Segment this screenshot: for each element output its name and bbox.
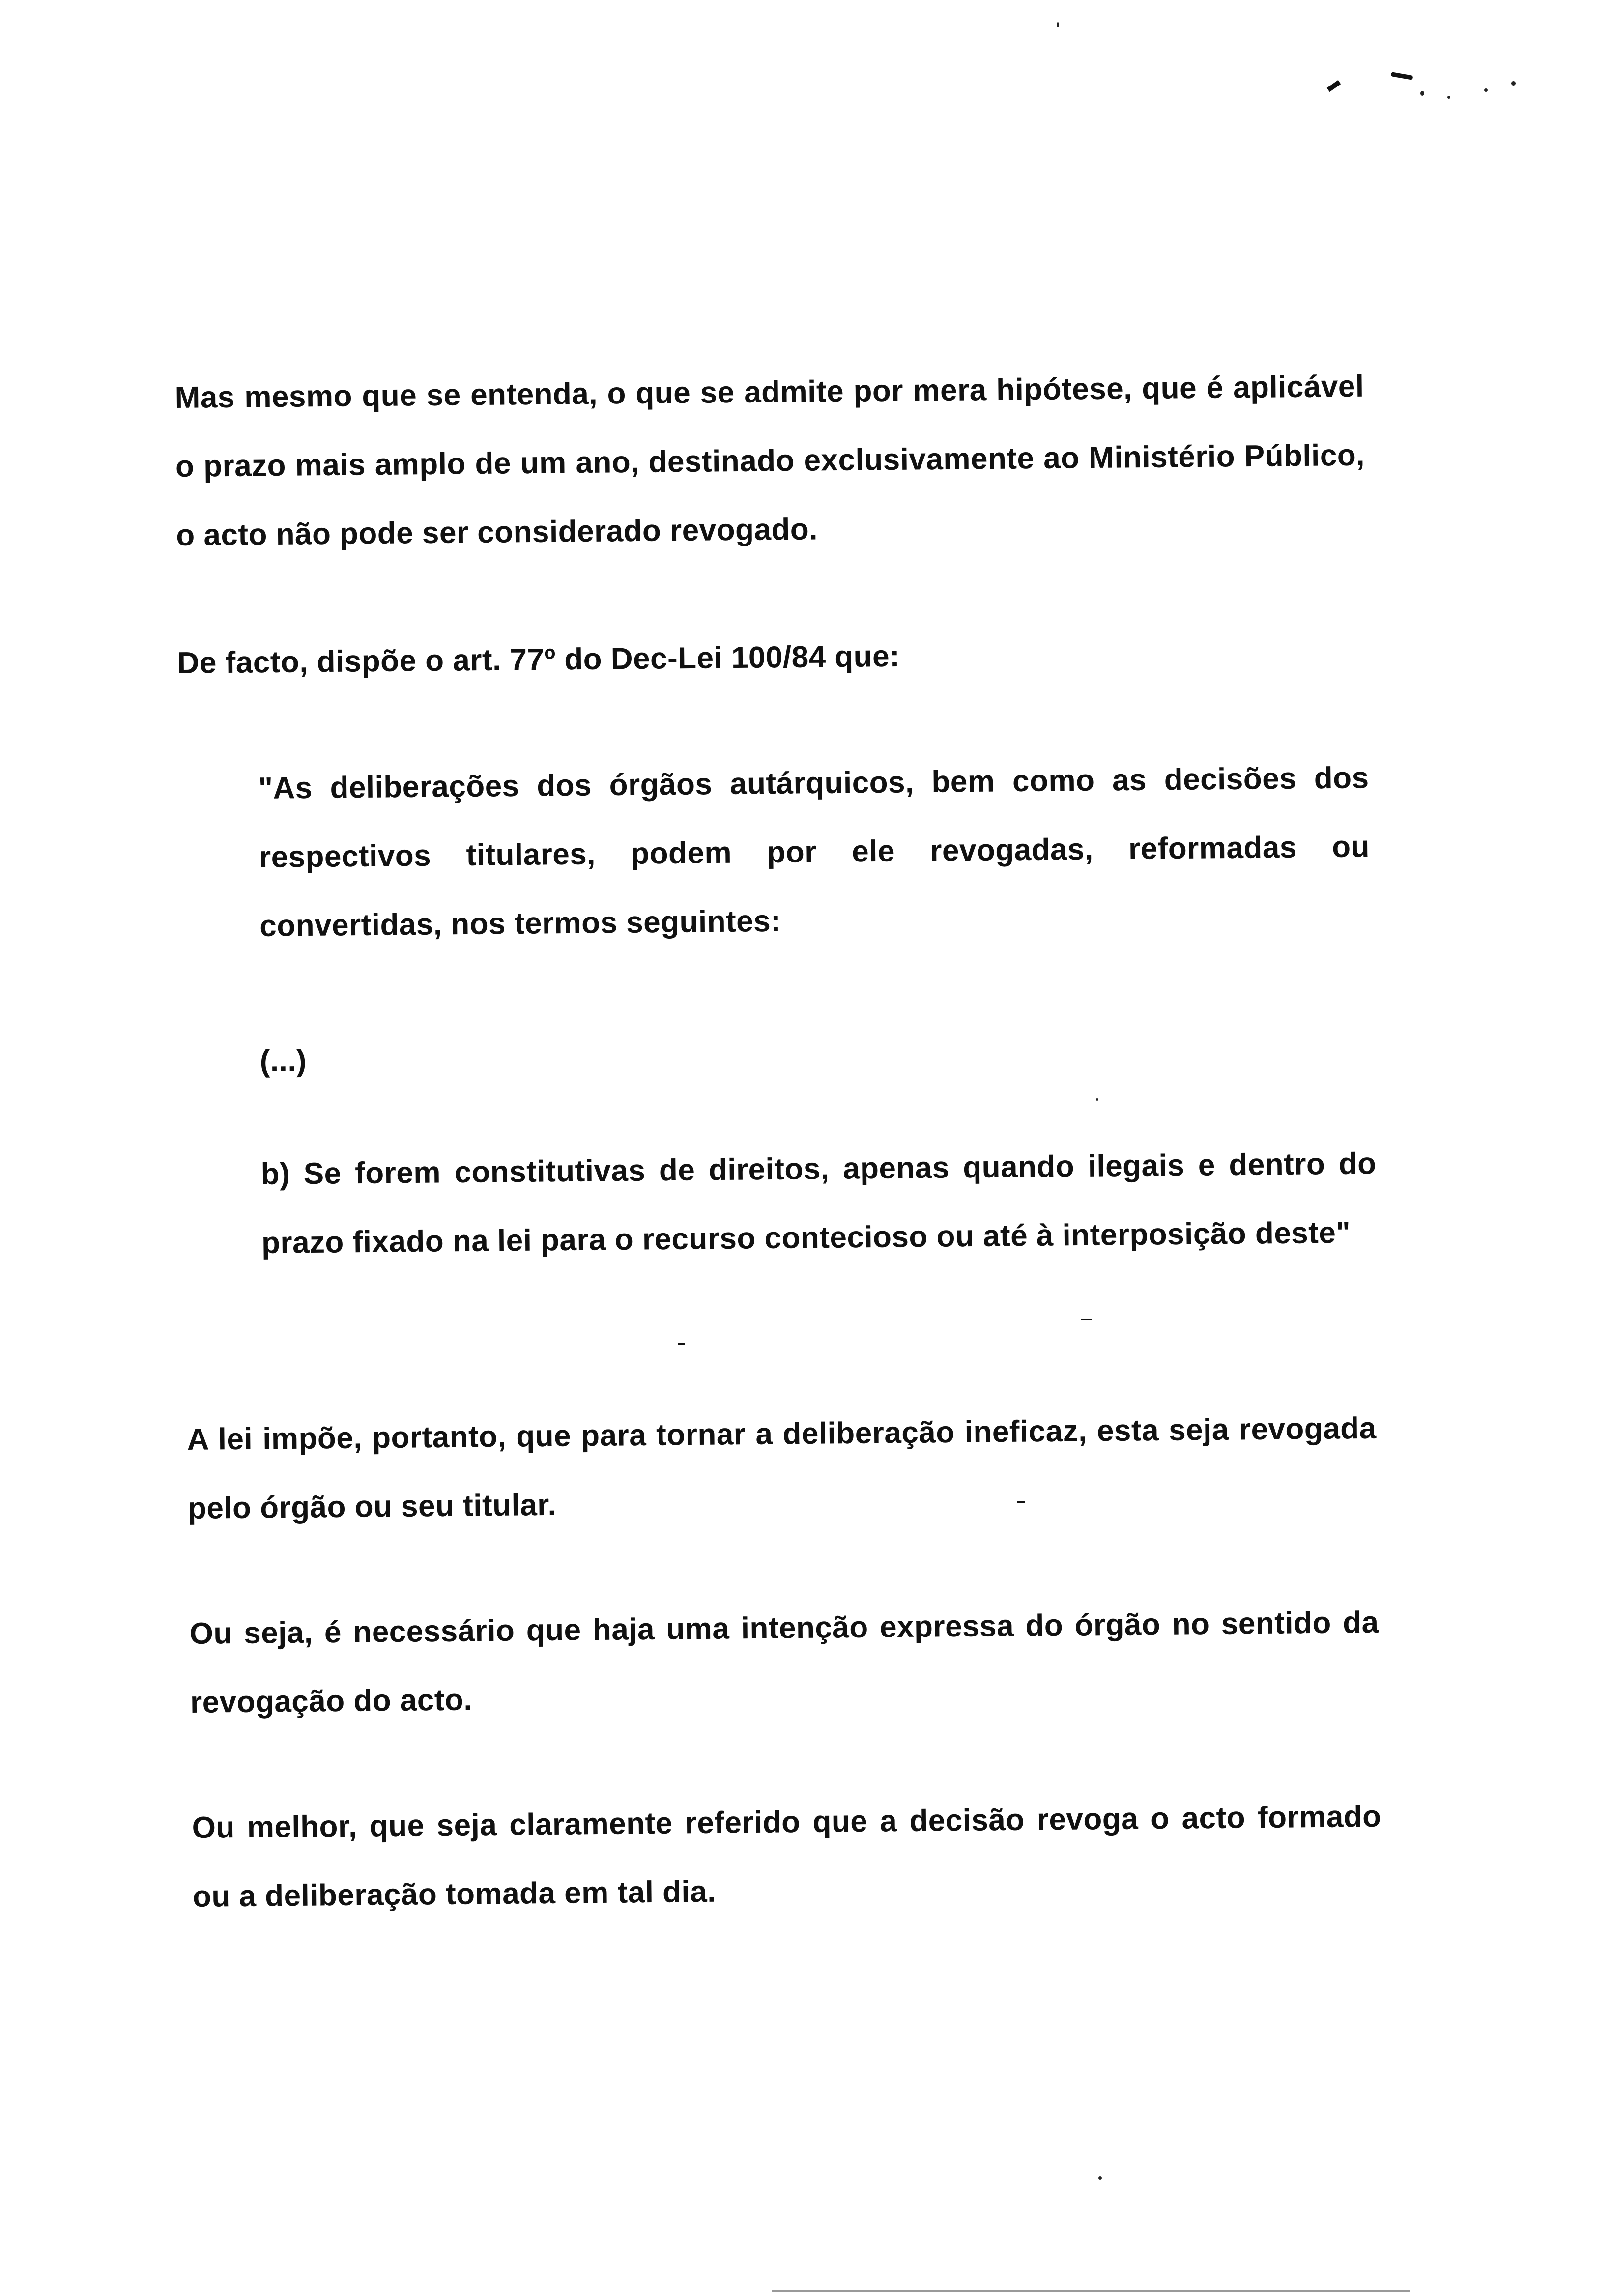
paragraph-4: Ou seja, é necessário que haja uma intenção expressa do órgão no sentido da revogação do acto. xyxy=(189,1605,1379,1720)
quote-paragraph-2: b) Se forem constitutivas de direitos, apenas quando ilegais e dentro do prazo fixado na lei para o recurso contecioso ou até à interposição deste" xyxy=(260,1147,1377,1260)
scan-speck xyxy=(1484,88,1488,92)
paragraph-5: Ou melhor, que seja claramente referido que a decisão revoga o acto formado ou a deliberação tomada em tal dia. xyxy=(192,1799,1382,1914)
scan-speck xyxy=(1098,2176,1102,2180)
scan-mark xyxy=(678,1343,685,1345)
quote-paragraph-1: "As deliberações dos órgãos autárquicos, bem como as decisões dos respectivos titulares, podem por ele revogadas, reformadas ou convertidas, nos termos seguintes: xyxy=(258,761,1370,943)
scan-speck xyxy=(1420,91,1424,96)
paragraph-3: A lei impõe, portanto, que para tornar a deliberação ineficaz, esta seja revogada pelo órgão ou seu titular. xyxy=(187,1411,1377,1525)
scan-speck xyxy=(1057,22,1059,27)
scan-mark xyxy=(1391,72,1413,80)
scan-speck xyxy=(1511,81,1516,86)
scan-mark xyxy=(1327,80,1341,92)
quote-ellipsis: (...) xyxy=(259,1044,307,1078)
scan-speck xyxy=(1447,96,1450,99)
scan-mark xyxy=(1081,1319,1092,1320)
paragraph-2: De facto, dispõe o art. 77º do Dec-Lei 100/84 que: xyxy=(177,639,900,680)
paragraph-1: Mas mesmo que se entenda, o que se admite por mera hipótese, que é aplicável o prazo mais amplo de um ano, destinado exclusivamente ao Ministério Público, o acto não pode ser considerado revogado. xyxy=(174,369,1365,552)
scan-mark xyxy=(772,2290,1410,2292)
scan-speck xyxy=(1096,1098,1098,1101)
